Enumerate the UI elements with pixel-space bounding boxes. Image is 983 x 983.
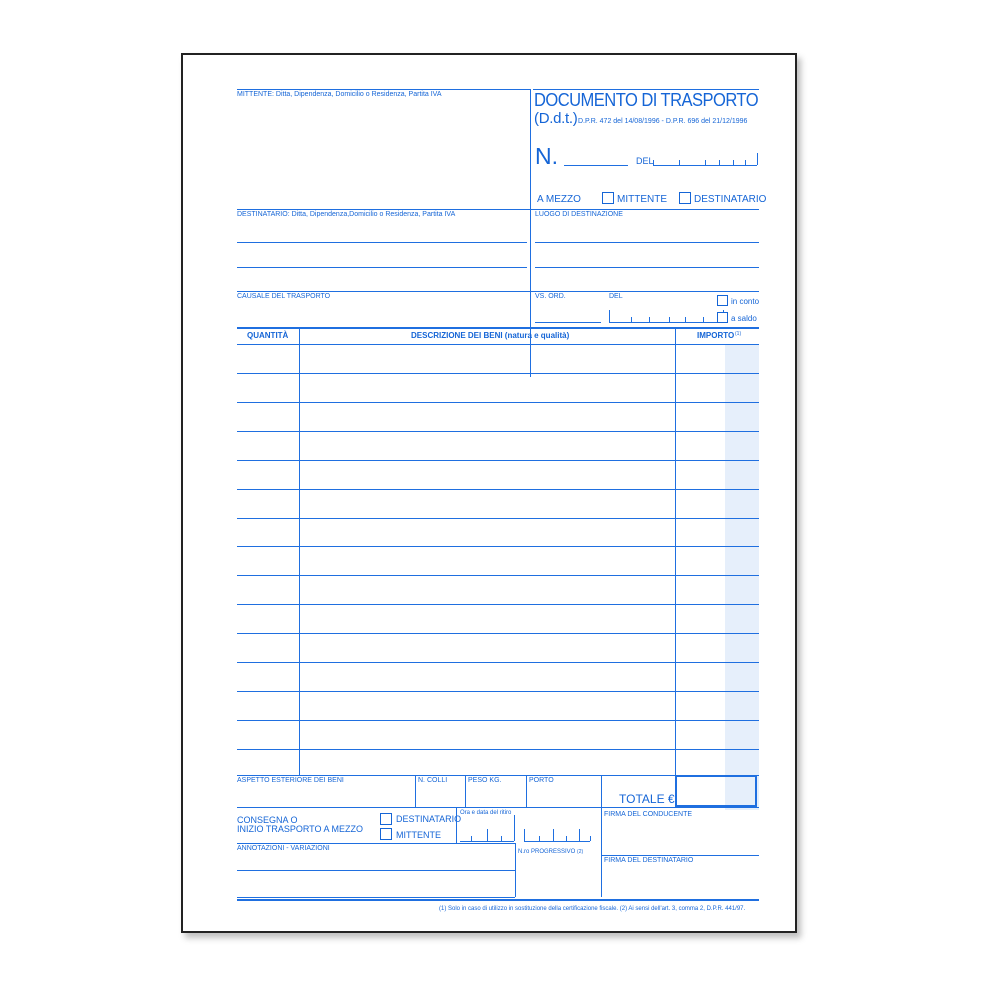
section-rule <box>237 843 515 844</box>
progressive-label <box>518 848 583 856</box>
section-rule <box>237 291 759 292</box>
order-number-field[interactable] <box>535 322 601 323</box>
time-tick <box>471 836 472 841</box>
date-tick <box>590 836 591 841</box>
packages-label: N. COLLI <box>418 777 448 784</box>
description-header: DESCRIZIONE DEI BENI (natura e qualità) <box>411 331 570 340</box>
pickup-date-field[interactable] <box>524 841 590 842</box>
settled-checkbox[interactable] <box>717 312 728 323</box>
date-tick <box>524 829 525 841</box>
date-tick <box>705 160 706 165</box>
cell-divider <box>415 775 416 807</box>
number-date-label: DEL <box>636 156 654 166</box>
notes-label: ANNOTAZIONI - VARIAZIONI <box>237 845 330 852</box>
date-tick <box>685 317 686 322</box>
pickup-time-field[interactable] <box>460 841 514 842</box>
notes-line-1[interactable] <box>237 870 515 871</box>
appearance-label: ASPETTO ESTERIORE DEI BENI <box>237 777 344 784</box>
on-account-label: in conto <box>731 297 760 306</box>
date-tick <box>566 836 567 841</box>
number-field[interactable] <box>564 165 628 166</box>
table-row-line[interactable] <box>237 662 759 663</box>
destination-line-1[interactable] <box>535 242 759 243</box>
transport-by-label: A MEZZO <box>537 194 581 205</box>
date-tick <box>745 160 746 165</box>
table-row-line[interactable] <box>237 546 759 547</box>
date-tick <box>703 317 704 322</box>
description-column-divider <box>675 327 676 775</box>
time-tick <box>487 829 488 841</box>
notes-line-2[interactable] <box>237 897 515 898</box>
number-date-field[interactable] <box>653 165 757 166</box>
cell-divider <box>456 807 457 843</box>
date-tick <box>609 310 610 322</box>
progressive-note: (2) <box>577 849 584 855</box>
bottom-rule <box>237 899 759 901</box>
date-tick <box>669 317 670 322</box>
top-rule-left <box>237 89 530 90</box>
cell-divider <box>526 775 527 807</box>
cell-divider <box>601 775 602 897</box>
amount-header: IMPORTO <box>697 331 735 340</box>
recipient-label: DESTINATARIO: Ditta, Dipendenza,Domicilio o Residenza, Partita IVA <box>237 211 456 218</box>
table-top-rule <box>237 327 759 329</box>
delivery-sender-checkbox[interactable] <box>380 828 392 840</box>
table-row-line[interactable] <box>237 373 759 374</box>
carriage-label: PORTO <box>529 777 554 784</box>
quantity-column-divider <box>299 327 300 775</box>
date-tick <box>719 160 720 165</box>
date-tick <box>653 160 654 165</box>
footnote: (1) Solo in caso di utilizzo in sostituzione della certificazione fiscale. (2) Ai sensi dell'art. 3, comma 2, D.P.R. 441/97. <box>439 906 746 912</box>
number-label: N. <box>535 143 558 169</box>
recipient-line-2[interactable] <box>237 267 527 268</box>
recipient-signature-label: FIRMA DEL DESTINATARIO <box>604 857 694 864</box>
date-tick <box>757 153 758 165</box>
driver-signature-label: FIRMA DEL CONDUCENTE <box>604 811 693 818</box>
delivery-label-2: INIZIO TRASPORTO A MEZZO <box>237 824 364 834</box>
delivery-label-1: CONSEGNA O <box>237 815 298 825</box>
table-row-line[interactable] <box>237 489 759 490</box>
transport-by-recipient-label: DESTINATARIO <box>694 194 767 205</box>
section-rule <box>237 807 759 808</box>
table-row-line[interactable] <box>237 575 759 576</box>
date-tick <box>631 317 632 322</box>
cell-divider <box>514 815 515 841</box>
table-row-line[interactable] <box>237 749 759 750</box>
amount-shaded-column <box>725 344 759 810</box>
transport-by-sender-label: MITTENTE <box>617 194 667 205</box>
table-row-line[interactable] <box>237 460 759 461</box>
ddt-form-sheet <box>181 53 797 933</box>
order-date-field[interactable] <box>609 322 723 323</box>
date-tick <box>733 160 734 165</box>
date-tick <box>539 836 540 841</box>
table-row-line[interactable] <box>237 518 759 519</box>
quantity-header: QUANTITÀ <box>247 331 289 340</box>
date-tick <box>679 160 680 165</box>
document-title: DOCUMENTO DI TRASPORTO <box>534 90 759 110</box>
total-label: TOTALE € <box>619 792 675 806</box>
total-amount-box[interactable] <box>675 775 757 807</box>
destination-label: LUOGO DI DESTINAZIONE <box>535 211 623 218</box>
order-date-label: DEL <box>609 293 623 300</box>
document-subtitle: (D.d.t.) <box>534 110 578 127</box>
order-label: VS. ORD. <box>535 293 566 300</box>
amount-header-note: (1) <box>735 331 742 337</box>
delivery-recipient-checkbox[interactable] <box>380 813 392 825</box>
destination-line-2[interactable] <box>535 267 759 268</box>
table-row-line[interactable] <box>237 720 759 721</box>
cell-divider <box>465 775 466 807</box>
date-tick <box>579 829 580 841</box>
recipient-line-1[interactable] <box>237 242 527 243</box>
reason-label: CAUSALE DEL TRASPORTO <box>237 293 331 300</box>
table-row-line[interactable] <box>237 633 759 634</box>
pickup-time-label: Ora e data del ritiro <box>460 810 512 816</box>
transport-by-recipient-checkbox[interactable] <box>679 192 691 204</box>
table-header-rule <box>237 344 759 345</box>
on-account-checkbox[interactable] <box>717 295 728 306</box>
table-row-line[interactable] <box>237 431 759 432</box>
transport-by-sender-checkbox[interactable] <box>602 192 614 204</box>
table-row-line[interactable] <box>237 691 759 692</box>
progressive-label-text: N.ro PROGRESSIVO <box>518 849 576 855</box>
law-reference: D.P.R. 472 del 14/08/1996 - D.P.R. 696 del 21/12/1996 <box>578 118 748 125</box>
cell-divider <box>515 843 516 897</box>
date-tick <box>553 829 554 841</box>
delivery-sender-label: MITTENTE <box>396 830 441 840</box>
settled-label: a saldo <box>731 314 757 323</box>
time-tick <box>501 836 502 841</box>
section-rule <box>601 855 759 856</box>
table-row-line[interactable] <box>237 402 759 403</box>
sender-label: MITTENTE: Ditta, Dipendenza, Domicilio o Residenza, Partita IVA <box>237 91 442 98</box>
section-rule <box>237 209 759 210</box>
table-row-line[interactable] <box>237 604 759 605</box>
date-tick <box>649 317 650 322</box>
delivery-recipient-label: DESTINATARIO <box>396 814 462 824</box>
weight-label: PESO KG. <box>468 777 502 784</box>
